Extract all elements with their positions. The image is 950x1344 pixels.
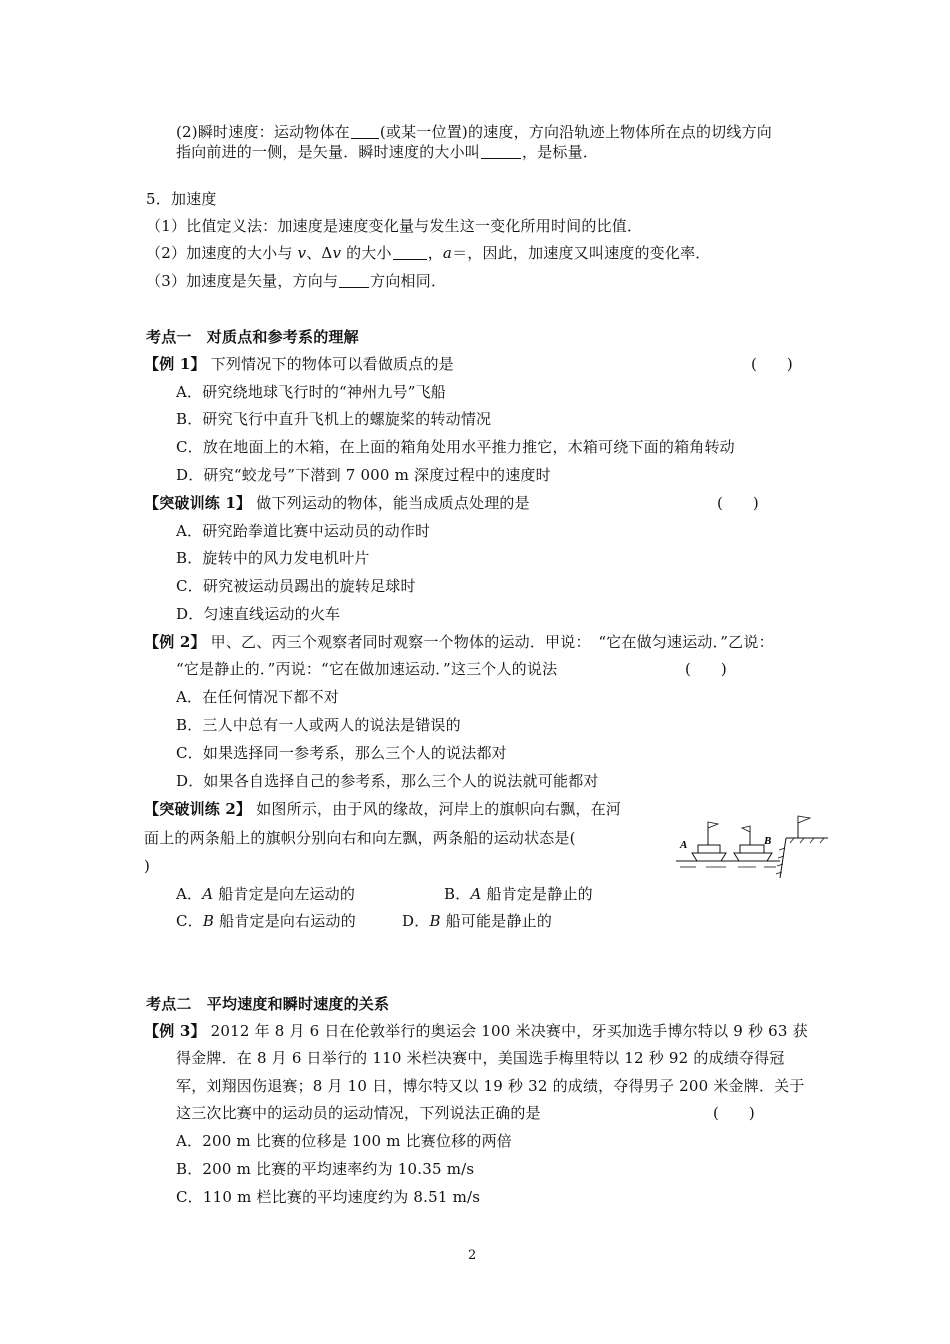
shore-icon xyxy=(776,816,828,878)
option-a: A．A 船肯定是向左运动的 xyxy=(176,885,356,903)
option-d: D．B 船可能是静止的 xyxy=(402,912,553,930)
blank xyxy=(339,272,369,288)
boat-b-icon xyxy=(734,826,772,861)
accel-item-1: （1）比值定义法：加速度是速度变化量与发生这一变化所用时间的比值． xyxy=(146,217,643,235)
option-a: A．研究跆拳道比赛中运动员的动作时 xyxy=(176,522,431,540)
answer-paren: ( ) xyxy=(685,660,727,678)
option-b: B．研究飞行中直升飞机上的螺旋桨的转动情况 xyxy=(176,410,492,428)
blank xyxy=(351,123,379,139)
page-number: 2 xyxy=(468,1248,477,1263)
accel-item-2: （2）加速度的大小与 v、Δv 的大小 ，a＝，因此，加速度又叫速度的变化率． xyxy=(146,244,711,262)
answer-paren: ( ) xyxy=(717,494,759,512)
option-d: D．研究“蛟龙号”下潜到 7 000 m 深度过程中的速度时 xyxy=(176,466,551,484)
option-c: C．如果选择同一参考系，那么三个人的说法都对 xyxy=(176,744,507,762)
option-b: B．三人中总有一人或两人的说法是错误的 xyxy=(176,716,461,734)
boat-a-label: A xyxy=(680,839,688,851)
example-3-stem-3: 军，刘翔因伤退赛；8 月 10 日，博尔特又以 19 秒 32 的成绩，夺得男子 200 米金牌．关于 xyxy=(176,1077,805,1095)
example-2-stem-2: “它是静止的．”丙说：“它在做加速运动．”这三个人的说法 xyxy=(176,660,558,678)
option-d: D．匀速直线运动的火车 xyxy=(176,605,341,623)
example-2-stem-1: 【例 2】 甲、乙、丙三个观察者同时观察一个物体的运动．甲说： “它在做匀速运动．”乙说： xyxy=(144,633,774,651)
kaodian-1-title: 考点一 对质点和参考系的理解 xyxy=(146,328,359,346)
accel-item-3: （3）加速度是矢量，方向与 方向相同． xyxy=(146,272,447,290)
option-c: C．放在地面上的木箱，在上面的箱角处用水平推力推它，木箱可绕下面的箱角转动 xyxy=(176,438,735,456)
boat-b-label: B xyxy=(764,835,772,847)
blank xyxy=(481,143,521,159)
training-2-stem-2: 面上的两条船上的旗帜分别向右和向左飘，两条船的运动状态是( xyxy=(144,829,576,847)
option-b: B．旋转中的风力发电机叶片 xyxy=(176,549,370,567)
option-c: C．研究被运动员踢出的旋转足球时 xyxy=(176,577,416,595)
training-2-stem-1: 【突破训练 2】 如图所示，由于风的缘故，河岸上的旗帜向右飘，在河 xyxy=(144,800,622,818)
example-3-stem-1: 【例 3】 2012 年 8 月 6 日在伦敦举行的奥运会 100 米决赛中，牙买加选手博尔特以 9 秒 63 获 xyxy=(144,1022,808,1040)
training-1-stem: 【突破训练 1】 做下列运动的物体，能当成质点处理的是 xyxy=(144,494,530,512)
option-a: A．在任何情况下都不对 xyxy=(176,688,340,706)
instant-velocity-line-2: 指向前进的一侧，是矢量．瞬时速度的大小叫 ，是标量． xyxy=(176,143,599,161)
section-5-title: 5．加速度 xyxy=(146,190,217,208)
blank xyxy=(393,244,427,260)
option-a: A．研究绕地球飞行时的“神州九号”飞船 xyxy=(176,383,446,401)
kaodian-2-title: 考点二 平均速度和瞬时速度的关系 xyxy=(146,995,390,1013)
answer-paren: ( ) xyxy=(713,1104,755,1122)
boat-a-icon xyxy=(679,822,726,861)
river-boats-figure xyxy=(676,812,836,878)
option-c: C．110 m 栏比赛的平均速度约为 8.51 m/s xyxy=(176,1188,481,1206)
option-c: C．B 船肯定是向右运动的 xyxy=(176,912,356,930)
option-b: B．200 m 比赛的平均速率约为 10.35 m/s xyxy=(176,1160,475,1178)
answer-paren: ( ) xyxy=(751,355,793,373)
option-b: B．A 船肯定是静止的 xyxy=(444,885,593,903)
training-2-stem-3: ) xyxy=(144,857,151,875)
example-3-stem-4: 这三次比赛中的运动员的运动情况，下列说法正确的是 xyxy=(176,1104,541,1122)
instant-velocity-line-1: (2)瞬时速度：运动物体在 (或某一位置)的速度，方向沿轨迹上物体所在点的切线方向 xyxy=(176,123,772,141)
example-1-stem: 【例 1】 下列情况下的物体可以看做质点的是 xyxy=(144,355,454,373)
example-3-stem-2: 得金牌．在 8 月 6 日举行的 110 米栏决赛中，美国选手梅里特以 12 秒 92 的成绩夺得冠 xyxy=(176,1049,785,1067)
option-d: D．如果各自选择自己的参考系，那么三个人的说法就可能都对 xyxy=(176,772,599,790)
option-a: A．200 m 比赛的位移是 100 m 比赛位移的两倍 xyxy=(176,1132,512,1150)
